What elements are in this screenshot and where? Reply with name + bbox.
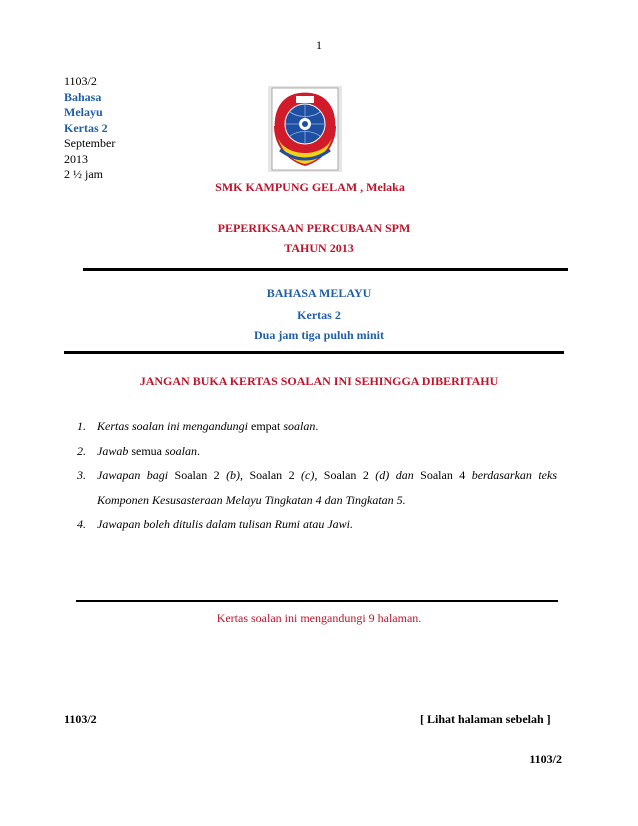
instruction-text: empat — [251, 419, 284, 433]
divider-middle — [64, 351, 564, 354]
footer-next-page: [ Lihat halaman sebelah ] — [420, 712, 551, 726]
instructions — [77, 414, 557, 537]
paper-title: Kertas 2 — [297, 308, 341, 322]
instruction-item — [77, 439, 557, 464]
instruction-text: (c), — [301, 468, 324, 482]
pages-note: Kertas soalan ini mengandungi 9 halaman. — [216, 611, 422, 625]
meta-subject-2: Melayu — [64, 105, 103, 119]
exam-title: PEPERIKSAAN PERCUBAAN SPM — [217, 221, 411, 235]
instruction-text: . — [315, 419, 319, 433]
warning-text: JANGAN BUKA KERTAS SOALAN INI SEHINGGA DIBERITAHU — [139, 374, 499, 388]
instruction-text: Jawab — [97, 443, 132, 458]
meta-month: September — [64, 136, 116, 150]
instruction-text: Soalan 2 — [174, 468, 227, 482]
meta-subject-1: Bahasa — [64, 89, 102, 104]
divider-bottom — [76, 600, 558, 602]
meta-year: 2013 — [64, 151, 88, 166]
subject-title: BAHASA MELAYU — [266, 286, 372, 300]
school-crest-logo — [268, 86, 342, 176]
duration-title: Dua jam tiga puluh minit — [253, 328, 385, 342]
meta-paper: Kertas 2 — [64, 120, 108, 135]
page-number: 1 — [316, 38, 322, 52]
instruction-text: berdasarkan teks Komponen Kesusasteraan Melayu Tingkatan 4 dan Tingkatan 5. — [97, 468, 557, 507]
school-name: SMK KAMPUNG GELAM , Melaka — [215, 180, 405, 194]
instruction-item — [77, 463, 557, 512]
instruction-text: semua — [131, 443, 165, 458]
instruction-text: . — [197, 443, 201, 458]
instruction-text: (d) dan — [375, 468, 421, 482]
footer-code: 1103/2 — [64, 712, 97, 726]
instruction-number: 1. — [77, 419, 86, 433]
instruction-text: Soalan 2 — [249, 468, 302, 482]
instruction-number: 3. — [77, 468, 86, 482]
instruction-list — [77, 414, 557, 537]
instruction-text: Soalan 2 — [323, 468, 376, 482]
meta-duration: 2 ½ jam — [64, 167, 103, 181]
divider-top — [83, 268, 568, 271]
exam-meta — [64, 74, 115, 183]
instruction-item — [77, 414, 557, 439]
exam-year: TAHUN 2013 — [284, 241, 354, 255]
footer-code-bottom: 1103/2 — [529, 752, 562, 766]
instruction-number: 4. — [77, 517, 86, 531]
instruction-text: soalan — [165, 443, 198, 458]
meta-code: 1103/2 — [64, 74, 97, 88]
instruction-number: 2. — [77, 443, 86, 458]
instruction-text: Soalan 4 — [420, 468, 472, 482]
instruction-text: Jawapan boleh ditulis dalam tulisan Rumi atau Jawi. — [97, 517, 353, 531]
instruction-text: Kertas soalan ini mengandungi — [97, 419, 252, 433]
instruction-text: Jawapan bagi — [97, 468, 175, 482]
instruction-text: soalan — [283, 419, 316, 433]
instruction-text: (b), — [226, 468, 250, 482]
instruction-item — [77, 512, 557, 537]
